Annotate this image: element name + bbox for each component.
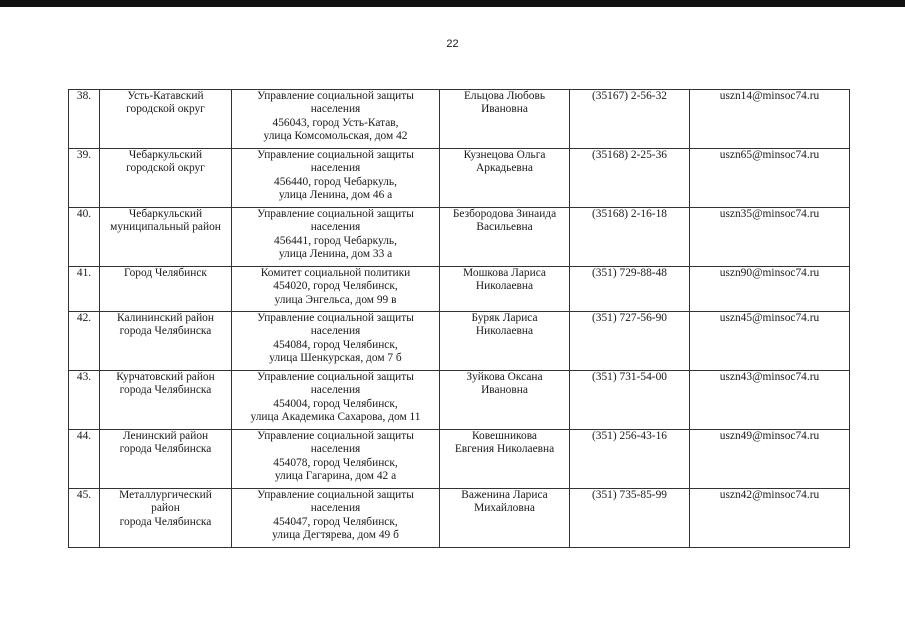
district-cell [100, 371, 232, 430]
district-cell [100, 430, 232, 489]
email-cell: uszn65@minsoc74.ru [690, 149, 850, 208]
district-cell [100, 312, 232, 371]
head-name-line: Михайловна [474, 502, 535, 515]
office-address-line: 456440, город Чебаркуль, [274, 175, 397, 188]
office-address-line: населения [310, 443, 361, 456]
phone-cell: (351) 727-56-90 [570, 312, 690, 371]
district-line: Чебаркульский [128, 208, 203, 220]
office-address-cell [232, 267, 440, 312]
phone-cell: (351) 729-88-48 [570, 267, 690, 312]
head-name-line: Важенина Лариса [461, 489, 548, 501]
head-name-cell [440, 430, 570, 489]
phone-cell: (35167) 2-56-32 [570, 90, 690, 149]
row-number: 39. [69, 149, 100, 208]
district-cell [100, 489, 232, 548]
office-address-line: населения [310, 103, 361, 116]
head-name-line: Евгения Николаевна [454, 443, 555, 456]
district-cell [100, 90, 232, 149]
head-name-line: Ельцова Любовь [463, 90, 546, 102]
head-name-cell [440, 149, 570, 208]
phone-cell: (351) 731-54-00 [570, 371, 690, 430]
row-number: 42. [69, 312, 100, 371]
office-address-line: улица Гагарина, дом 42 а [274, 470, 397, 483]
table-row [69, 149, 850, 208]
office-address-cell [232, 312, 440, 371]
district-line: Калининский район [117, 312, 214, 324]
phone-cell: (35168) 2-25-36 [570, 149, 690, 208]
office-address-line: 454084, город Челябинск, [273, 338, 398, 351]
table-row [69, 267, 850, 312]
district-line: Ленинский район [122, 430, 209, 442]
head-name-line: Зуйкова Оксана [466, 371, 543, 383]
head-name-cell [440, 489, 570, 548]
office-address-line: улица Академика Сахарова, дом 11 [250, 411, 421, 424]
email-cell: uszn49@minsoc74.ru [690, 430, 850, 489]
office-address-line: Управление социальной защиты [257, 90, 414, 102]
office-address-cell [232, 430, 440, 489]
office-address-line: населения [310, 162, 361, 175]
district-cell [100, 149, 232, 208]
page-number: 22 [446, 38, 459, 50]
table-row [69, 430, 850, 489]
row-number: 45. [69, 489, 100, 548]
district-line: Курчатовский район [116, 371, 215, 383]
district-line: Усть-Катавский [127, 90, 204, 102]
office-address-line: улица Энгельса, дом 99 в [274, 293, 397, 306]
district-line: Металлургический [119, 489, 212, 501]
office-address-cell [232, 371, 440, 430]
head-name-cell [440, 312, 570, 371]
district-line: городской округ [126, 103, 205, 116]
district-line: города Челябинска [119, 515, 212, 528]
head-name-line: Кузнецова Ольга [463, 149, 546, 161]
district-cell [100, 267, 232, 312]
district-line: города Челябинска [119, 325, 212, 338]
head-name-cell [440, 371, 570, 430]
office-address-line: улица Ленина, дом 33 а [278, 248, 393, 261]
office-address-line: 456043, город Усть-Катав, [272, 116, 399, 129]
office-address-line: Управление социальной защиты [257, 489, 414, 501]
office-address-line: улица Дегтярева, дом 49 б [272, 529, 399, 542]
office-address-line: Управление социальной защиты [257, 208, 414, 220]
head-name-line: Безбородова Зинаида [452, 208, 557, 220]
office-address-line: населения [310, 221, 361, 234]
email-cell: uszn45@minsoc74.ru [690, 312, 850, 371]
row-number: 40. [69, 208, 100, 267]
table-row [69, 312, 850, 371]
head-name-line: Буряк Лариса [471, 312, 538, 324]
email-cell: uszn35@minsoc74.ru [690, 208, 850, 267]
office-address-line: Управление социальной защиты [257, 371, 414, 383]
office-address-line: населения [310, 502, 361, 515]
head-name-line: Николаевна [475, 325, 534, 338]
office-address-line: населения [310, 384, 361, 397]
phone-cell: (351) 735-85-99 [570, 489, 690, 548]
head-name-line: Ковешникова [472, 430, 537, 442]
office-address-line: улица Комсомольская, дом 42 [263, 130, 408, 143]
district-line: муниципальный район [110, 221, 221, 234]
office-address-cell [232, 149, 440, 208]
row-number: 43. [69, 371, 100, 430]
table-row [69, 208, 850, 267]
office-address-line: населения [310, 325, 361, 338]
office-address-line: 454004, город Челябинск, [273, 397, 398, 410]
email-cell: uszn43@minsoc74.ru [690, 371, 850, 430]
office-address-line: 454078, город Челябинск, [273, 456, 398, 469]
phone-cell: (35168) 2-16-18 [570, 208, 690, 267]
office-address-line: 456441, город Чебаркуль, [274, 234, 397, 247]
row-number: 44. [69, 430, 100, 489]
social-protection-offices-table [68, 89, 850, 548]
district-line: городской округ [126, 162, 205, 175]
email-cell: uszn42@minsoc74.ru [690, 489, 850, 548]
office-address-line: Управление социальной защиты [257, 149, 414, 161]
email-cell: uszn14@minsoc74.ru [690, 90, 850, 149]
email-cell: uszn90@minsoc74.ru [690, 267, 850, 312]
office-address-line: Комитет социальной политики [260, 267, 411, 279]
district-line: города Челябинска [119, 443, 212, 456]
head-name-line: Васильевна [476, 221, 533, 234]
table-row [69, 90, 850, 149]
phone-cell: (351) 256-43-16 [570, 430, 690, 489]
head-name-line: Николаевна [475, 280, 534, 293]
office-address-line: Управление социальной защиты [257, 430, 414, 442]
head-name-cell [440, 90, 570, 149]
office-address-cell [232, 90, 440, 149]
head-name-cell [440, 267, 570, 312]
head-name-cell [440, 208, 570, 267]
office-address-line: 454020, город Челябинск, [273, 280, 398, 293]
head-name-line: Ивановна [481, 103, 528, 116]
table-row [69, 489, 850, 548]
row-number: 38. [69, 90, 100, 149]
table-body [69, 90, 850, 548]
office-address-line: Управление социальной защиты [257, 312, 414, 324]
district-cell [100, 208, 232, 267]
office-address-line: улица Ленина, дом 46 а [278, 189, 393, 202]
office-address-line: улица Шенкурская, дом 7 б [269, 352, 402, 365]
office-address-cell [232, 208, 440, 267]
top-border-bar [0, 0, 905, 7]
district-line: Город Челябинск [124, 267, 207, 279]
office-address-line: 454047, город Челябинск, [273, 515, 398, 528]
table-row [69, 371, 850, 430]
district-line: города Челябинска [119, 384, 212, 397]
office-address-cell [232, 489, 440, 548]
head-name-line: Мошкова Лариса [463, 267, 546, 279]
head-name-line: Ивановна [481, 384, 528, 397]
district-line: район [151, 502, 180, 515]
district-line: Чебаркульский [128, 149, 203, 161]
head-name-line: Аркадьевна [476, 162, 533, 175]
row-number: 41. [69, 267, 100, 312]
